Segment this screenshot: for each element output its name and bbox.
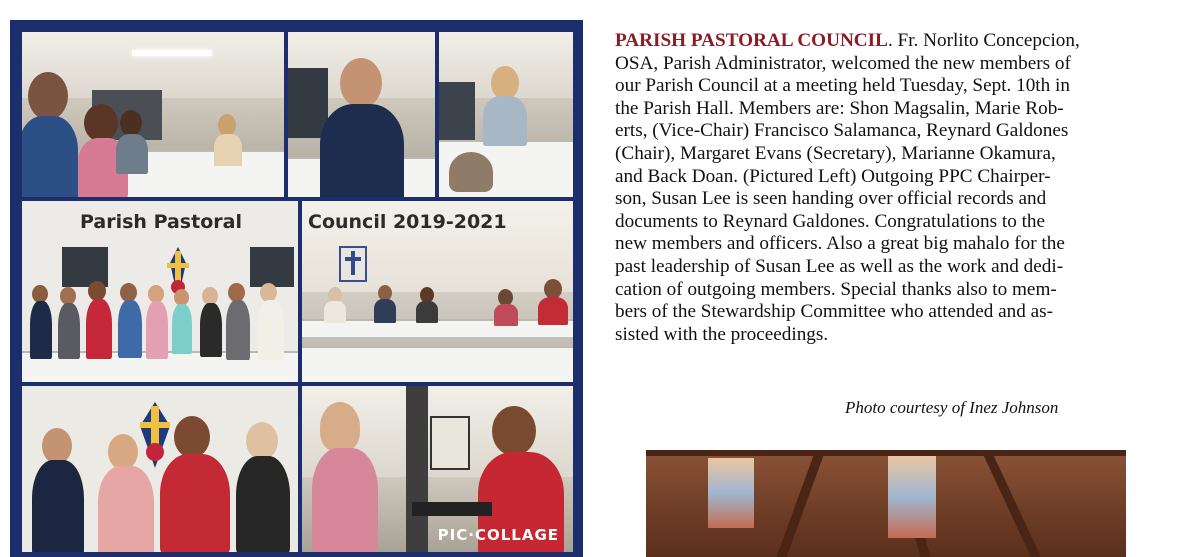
article-line: the Parish Hall. Members are: Shon Magsalin, Marie Rob- bbox=[615, 97, 1064, 119]
photo-group-members bbox=[22, 201, 298, 382]
photo-administrator-speaking bbox=[288, 32, 435, 197]
wall-banner-icon bbox=[338, 245, 378, 305]
photo-meeting-attendees bbox=[22, 32, 284, 197]
article-line: new members and officers. Also a great big mahalo for the bbox=[615, 233, 1065, 255]
collage-watermark: PIC·COLLAGE bbox=[437, 526, 559, 544]
article-line: past leadership of Susan Lee as well as the work and dedi- bbox=[615, 255, 1064, 277]
article-line: our Parish Council at a meeting held Tuesday, Sept. 10th in bbox=[615, 75, 1070, 97]
photo-member-reading bbox=[439, 32, 573, 197]
collage-title-right: Council 2019-2021 bbox=[308, 211, 507, 233]
article-line: erts, (Vice-Chair) Francisco Salamanca, Reynard Galdones bbox=[615, 120, 1069, 142]
article-text bbox=[615, 30, 1170, 346]
article-line: (Chair), Margaret Evans (Secretary), Marianne Okamura, bbox=[615, 142, 1056, 164]
article-line: son, Susan Lee is seen handing over official records and bbox=[615, 188, 1047, 210]
photo-council-meeting bbox=[302, 201, 573, 382]
collage-title-left: Parish Pastoral bbox=[80, 211, 242, 233]
article-line-1: PARISH PASTORAL COUNCIL. Fr. Norlito Concepcion, bbox=[615, 30, 1080, 51]
article-line: documents to Reynard Galdones. Congratulations to the bbox=[615, 210, 1046, 232]
photo-credit: Photo courtesy of Inez Johnson bbox=[845, 398, 1059, 417]
photo-officers bbox=[22, 386, 298, 552]
article-line: cation of outgoing members. Special thanks also to mem- bbox=[615, 278, 1057, 300]
article-line: and Back Doan. (Pictured Left) Outgoing PPC Chairper- bbox=[615, 165, 1051, 187]
article-line: sisted with the proceedings. bbox=[615, 323, 829, 345]
photo-records-handover bbox=[302, 386, 573, 552]
article-body bbox=[615, 30, 1170, 346]
article-headline: PARISH PASTORAL COUNCIL bbox=[615, 30, 888, 51]
photo-church-ceiling bbox=[646, 450, 1126, 557]
article-line: OSA, Parish Administrator, welcomed the new members of bbox=[615, 52, 1071, 74]
article-line: bers of the Stewardship Committee who attended and as- bbox=[615, 301, 1054, 323]
photo-collage bbox=[10, 20, 583, 557]
